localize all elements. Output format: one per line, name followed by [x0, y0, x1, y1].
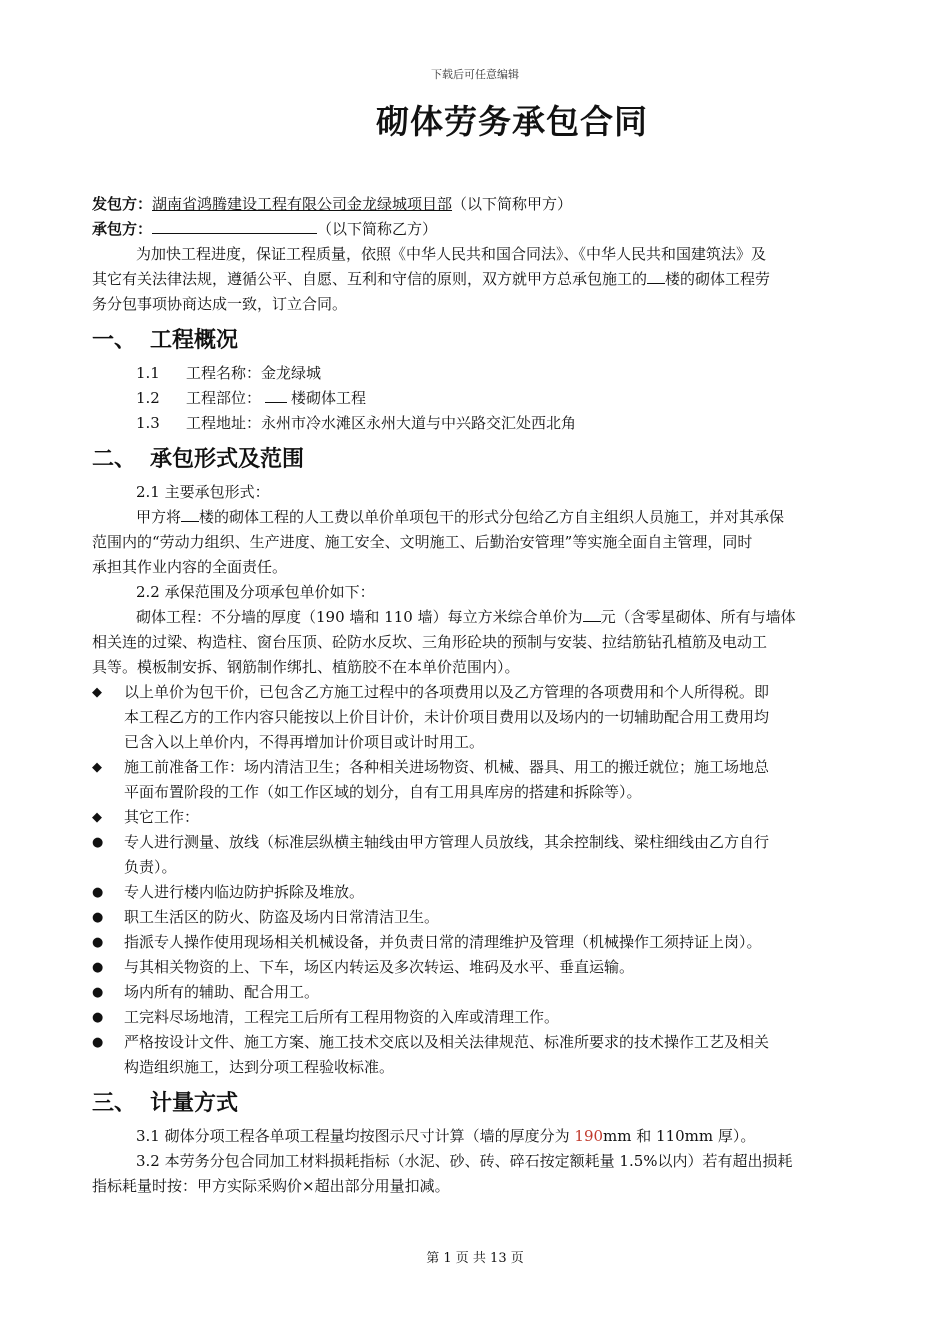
list-item: ● 专人进行测量、放线（标准层纵横主轴线由甲方管理人员放线，其余控制线、梁柱细线由乙方自行 负责）。 — [92, 830, 860, 880]
subsection-heading: 2.1 主要承包形式： — [136, 483, 270, 501]
contractor-line — [92, 217, 860, 242]
section-heading: 一、 工程概况 — [92, 327, 239, 353]
contractor-suffix: （以下简称乙方） — [317, 220, 438, 238]
page-footer: 第 1 页 共 13 页 — [426, 1251, 524, 1266]
diamond-bullet-icon: ◆ — [92, 685, 102, 700]
project-location-item: 1.2 工程部位： 楼砌体工程 — [92, 386, 860, 411]
subsection-heading: 2.2 承保范围及分项承包单价如下： — [136, 583, 375, 601]
issuer-line — [92, 192, 860, 217]
dot-bullet-icon: ● — [92, 1035, 104, 1050]
dot-bullet-icon: ● — [92, 985, 104, 1000]
document-body — [92, 192, 860, 1199]
scope-paragraph: 砌体工程：不分墙的厚度（190 墙和 110 墙）每立方米综合单价为 元（含零星砌体、所有与墙体 相关连的过梁、构造柱、窗台压顶、砼防水反坎、三角形砼块的预制与安装、拉结筋钻孔植筋及电动工 具等。模板制安拆、钢筋制作绑扎、植筋胶不在本单价范围内）。 — [92, 605, 860, 680]
list-item: ● 指派专人操作使用现场相关机械设备，并负责日常的清理维护及管理（机械操作工须持证上岗）。 — [92, 930, 860, 955]
list-item: ● 与其相关物资的上、下车，场区内转运及多次转运、堆码及水平、垂直运输。 — [92, 955, 860, 980]
document-title: 砌体劳务承包合同 — [376, 102, 648, 141]
dot-bullet-icon: ● — [92, 835, 104, 850]
dot-bullet-icon: ● — [92, 910, 104, 925]
price-blank[interactable] — [583, 605, 601, 622]
list-item: ◆ 施工前准备工作：场内清洁卫生；各种相关进场物资、机械、器具、用工的搬迁就位；施工场地总 平面布置阶段的工作（如工作区域的划分，自有工用具库房的搭建和拆除等）。 — [92, 755, 860, 805]
diamond-bullet-icon: ◆ — [92, 760, 102, 775]
list-item: ◆ 其它工作： — [92, 805, 860, 830]
dot-bullet-icon: ● — [92, 1010, 104, 1025]
contractor-label: 承包方： — [92, 220, 153, 238]
building-blank[interactable] — [181, 505, 199, 522]
dot-bullet-icon: ● — [92, 935, 104, 950]
loss-clause: 3.2 本劳务分包合同加工材料损耗指标（水泥、砂、砖、碎石按定额耗量 1.5%以内）若有超出损耗 指标耗量时按：甲方实际采购价×超出部分用量扣减。 — [92, 1152, 793, 1195]
contractor-blank[interactable] — [152, 217, 317, 234]
issuer-name: 湖南省鸿腾建设工程有限公司金龙绿城项目部 — [152, 195, 453, 213]
dot-bullet-icon: ● — [92, 960, 104, 975]
intro-line: 为加快工程进度，保证工程质量，依照《中华人民共和国合同法》、《中华人民共和国建筑法》及 — [136, 245, 767, 263]
intro-paragraph — [92, 242, 860, 317]
list-item: ● 严格按设计文件、施工方案、施工技术交底以及相关法律规范、标准所要求的技术操作工艺及相关 构造组织施工，达到分项工程验收标准。 — [92, 1030, 860, 1080]
project-address-item: 1.3 工程地址：永州市冷水滩区永州大道与中兴路交汇处西北角 — [136, 414, 577, 432]
intro-line: 务分包事项协商达成一致，订立合同。 — [92, 295, 348, 313]
intro-line: 其它有关法律法规，遵循公平、自愿、互利和守信的原则，双方就甲方总承包施工的 楼的砌体工程劳 — [92, 267, 860, 292]
header-note: 下载后可任意编辑 — [431, 68, 519, 81]
diamond-bullet-icon: ◆ — [92, 810, 102, 825]
section-heading: 三、 计量方式 — [92, 1090, 239, 1116]
issuer-label: 发包方： — [92, 195, 153, 213]
contract-form-paragraph: 甲方将 楼的砌体工程的人工费以单价单项包干的形式分包给乙方自主组织人员施工，并对其承保 范围内的“劳动力组织、生产进度、施工安全、文明施工、后勤治安管理”等实施全面自主管理，同时 承担其作业内容的全面责任。 — [92, 505, 860, 580]
list-item: ● 专人进行楼内临边防护拆除及堆放。 — [92, 880, 860, 905]
project-name-item: 1.1 工程名称：金龙绿城 — [136, 364, 322, 382]
list-item: ◆ 以上单价为包干价，已包含乙方施工过程中的各项费用以及乙方管理的各项费用和个人所得税。即 本工程乙方的工作内容只能按以上价目计价，未计价项目费用以及场内的一切辅助配合用工费用均 已含入以上单价内，不得再增加计价项目或计时用工。 — [92, 680, 860, 755]
dot-bullet-icon: ● — [92, 885, 104, 900]
issuer-suffix: （以下简称甲方） — [452, 195, 573, 213]
list-item: ● 职工生活区的防火、防盗及场内日常清洁卫生。 — [92, 905, 860, 930]
list-item: ● 工完料尽场地清，工程完工后所有工程用物资的入库或清理工作。 — [92, 1005, 860, 1030]
measurement-clause: 3.1 砌体分项工程各单项工程量均按图示尺寸计算（墙的厚度分为 190mm 和 110mm 厚）。 — [136, 1127, 756, 1145]
section-heading: 二、 承包形式及范围 — [92, 446, 305, 472]
list-item: ● 场内所有的辅助、配合用工。 — [92, 980, 860, 1005]
building-blank[interactable] — [647, 267, 665, 284]
building-blank[interactable] — [265, 386, 287, 403]
